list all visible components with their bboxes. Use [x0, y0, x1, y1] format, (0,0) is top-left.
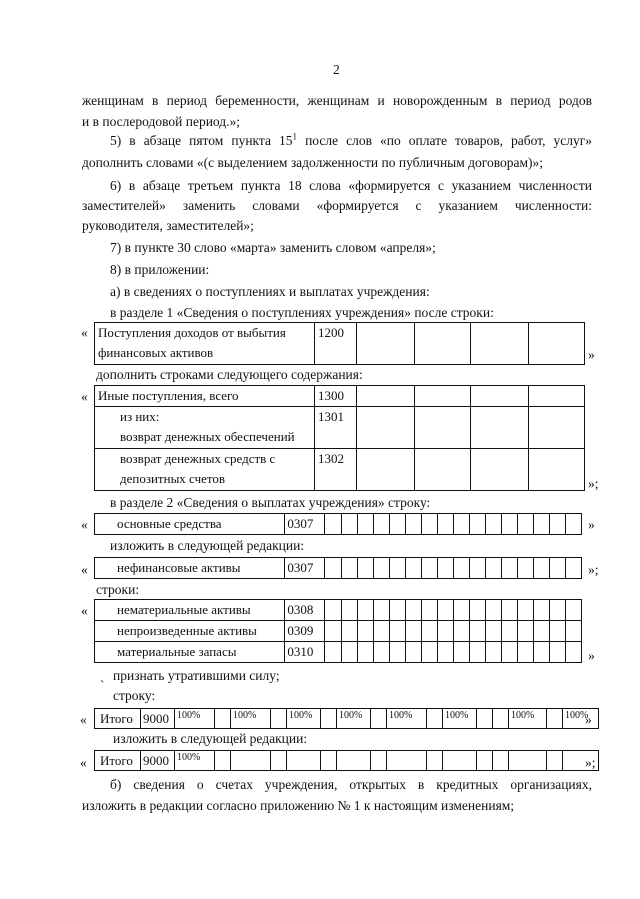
- quote-close: »;: [588, 476, 599, 491]
- table-total-old: [94, 708, 599, 729]
- table-fixed-assets: [94, 513, 582, 535]
- row-label: непроизведенные активы: [95, 621, 285, 642]
- empty-cell: [547, 709, 563, 729]
- quote-close: »: [588, 347, 595, 362]
- quote-close: »;: [588, 562, 599, 577]
- table-row: [95, 323, 585, 365]
- empty-cell: [533, 621, 549, 642]
- paragraph-6-line2: заместителей» заменить словами «формируется с указанием численности:: [82, 198, 592, 213]
- supplement-line: дополнить строками следующего содержания:: [96, 367, 363, 382]
- empty-cell: [533, 642, 549, 663]
- empty-cell: [325, 558, 341, 579]
- empty-cell: [321, 751, 337, 771]
- table-row: [95, 407, 585, 449]
- percent-cell: 100%: [443, 709, 477, 729]
- empty-cell: [533, 600, 549, 621]
- empty-cell: [501, 514, 517, 535]
- empty-cell: [485, 642, 501, 663]
- empty-cell: [341, 621, 357, 642]
- paragraph-8a-section1: в разделе 1 «Сведения о поступлениях учреждения» после строки:: [110, 305, 494, 320]
- empty-cell: [547, 751, 563, 771]
- empty-cell: [549, 514, 565, 535]
- empty-cell: [533, 558, 549, 579]
- row-code: 1302: [315, 449, 357, 491]
- paragraph-b-line2: изложить в редакции согласно приложению № 1 к настоящим изменениям;: [82, 798, 515, 813]
- empty-cell: [357, 449, 415, 491]
- empty-cell: [341, 642, 357, 663]
- empty-cell: [341, 558, 357, 579]
- empty-cell: [325, 642, 341, 663]
- row-code: 9000: [141, 709, 175, 729]
- empty-cell: [529, 323, 585, 365]
- table-row: [95, 621, 582, 642]
- quote-open: «: [81, 603, 88, 618]
- empty-cell: [415, 323, 471, 365]
- empty-cell: [501, 642, 517, 663]
- empty-cell: [485, 600, 501, 621]
- empty-cell: [325, 600, 341, 621]
- empty-cell: [405, 621, 421, 642]
- table-row: [95, 514, 582, 535]
- empty-cell: [453, 514, 469, 535]
- table-row: [95, 600, 582, 621]
- empty-cell: [341, 600, 357, 621]
- empty-cell: [437, 621, 453, 642]
- table-row: [95, 558, 582, 579]
- empty-cell: [529, 386, 585, 407]
- table-assets-rows: [94, 599, 582, 663]
- empty-cell: [469, 642, 485, 663]
- empty-cell: [321, 709, 337, 729]
- quote-close: »;: [585, 755, 596, 770]
- table-row: [95, 386, 585, 407]
- empty-cell: [421, 600, 437, 621]
- empty-cell: [471, 407, 529, 449]
- empty-cell: [493, 709, 509, 729]
- empty-cell: [389, 642, 405, 663]
- empty-cell: [373, 514, 389, 535]
- empty-cell: [517, 558, 533, 579]
- edit-line-2: изложить в следующей редакции:: [113, 731, 308, 746]
- empty-cell: [453, 600, 469, 621]
- rows-label: строки:: [96, 582, 140, 597]
- empty-cell: [271, 751, 287, 771]
- edit-line-1: изложить в следующей редакции:: [110, 538, 305, 553]
- empty-cell: [357, 621, 373, 642]
- table-income-assets: [94, 322, 585, 365]
- percent-cell: 100%: [287, 709, 321, 729]
- empty-cell: [405, 600, 421, 621]
- row-label: основные средства: [95, 514, 285, 535]
- percent-cell: 100%: [175, 709, 215, 729]
- empty-cell: [529, 407, 585, 449]
- empty-cell: [215, 709, 231, 729]
- empty-cell: [517, 514, 533, 535]
- empty-cell: [389, 600, 405, 621]
- empty-cell: [471, 323, 529, 365]
- empty-cell: [427, 751, 443, 771]
- empty-cell: [565, 514, 581, 535]
- empty-cell: [421, 642, 437, 663]
- empty-cell: [357, 386, 415, 407]
- row-label-line: строку:: [113, 688, 156, 703]
- empty-cell: [437, 642, 453, 663]
- empty-cell: [485, 621, 501, 642]
- row-label: возврат денежных средств с депозитных счетов: [95, 449, 315, 491]
- empty-cell: [405, 558, 421, 579]
- quote-open: «: [80, 755, 87, 770]
- quote-open: «: [80, 712, 87, 727]
- empty-cell: [341, 514, 357, 535]
- quote-close: »: [588, 517, 595, 532]
- empty-cell: [477, 751, 493, 771]
- empty-cell: [287, 751, 321, 771]
- empty-cell: [357, 642, 373, 663]
- percent-cell: 100%: [509, 709, 547, 729]
- empty-cell: [389, 514, 405, 535]
- row-label: из них: возврат денежных обеспечений: [95, 407, 315, 449]
- empty-cell: [389, 558, 405, 579]
- row-code: 1301: [315, 407, 357, 449]
- row-label: Итого: [95, 709, 141, 729]
- row-code: 9000: [141, 751, 175, 771]
- paragraph-5-line1: 5) в абзаце пятом пункта $15^1$ после слов «по оплате товаров, работ, услуг»: [110, 131, 592, 148]
- empty-cell: [357, 600, 373, 621]
- empty-cell: [415, 449, 471, 491]
- quote-open: «: [81, 517, 88, 532]
- empty-cell: [371, 709, 387, 729]
- row-label: нематериальные активы: [95, 600, 285, 621]
- text-line: и в послеродовой период.»;: [82, 114, 241, 129]
- paragraph-8a: а) в сведениях о поступлениях и выплатах учреждения:: [110, 284, 430, 299]
- row-code: 0309: [285, 621, 325, 642]
- row-code: 0307: [285, 514, 325, 535]
- empty-cell: [565, 642, 581, 663]
- empty-cell: [493, 751, 509, 771]
- paragraph-5-line2: дополнить словами «(с выделением задолженности по публичным договорам)»;: [82, 155, 544, 170]
- empty-cell: [565, 600, 581, 621]
- empty-cell: [405, 642, 421, 663]
- row-label: Итого: [95, 751, 141, 771]
- empty-cell: [469, 558, 485, 579]
- empty-cell: [427, 709, 443, 729]
- empty-cell: [373, 621, 389, 642]
- empty-cell: [453, 621, 469, 642]
- empty-cell: [325, 621, 341, 642]
- empty-cell: [549, 621, 565, 642]
- empty-cell: [389, 621, 405, 642]
- empty-cell: [549, 600, 565, 621]
- empty-cell: [485, 558, 501, 579]
- empty-cell: [565, 621, 581, 642]
- paragraph-7: 7) в пункте 30 слово «марта» заменить словом «апреля»;: [110, 240, 436, 255]
- table-other-income: [94, 385, 585, 491]
- empty-cell: [415, 407, 471, 449]
- quote-open: «: [81, 389, 88, 404]
- table-total-new: [94, 750, 599, 771]
- invalid-line: признать утратившими силу;: [113, 668, 280, 683]
- empty-cell: [371, 751, 387, 771]
- empty-cell: [337, 751, 371, 771]
- empty-cell: [421, 558, 437, 579]
- row-label: нефинансовые активы: [95, 558, 285, 579]
- empty-cell: [387, 751, 427, 771]
- empty-cell: [325, 514, 341, 535]
- empty-cell: [437, 558, 453, 579]
- empty-cell: [357, 407, 415, 449]
- paragraph-6-line1: 6) в абзаце третьем пункта 18 слова «формируется с указанием численности: [110, 178, 592, 193]
- percent-cell: 100%: [387, 709, 427, 729]
- empty-cell: [421, 621, 437, 642]
- page-number: 2: [333, 62, 340, 77]
- paragraph-b-line1: б) сведения о счетах учреждения, открытых в кредитных организациях,: [110, 777, 592, 792]
- quote-open: «: [81, 325, 88, 340]
- scan-mark: ˎ: [100, 668, 105, 683]
- table-row: [95, 709, 599, 729]
- empty-cell: [215, 751, 231, 771]
- empty-cell: [471, 449, 529, 491]
- percent-cell: 100%: [175, 751, 215, 771]
- row-code: 0310: [285, 642, 325, 663]
- empty-cell: [421, 514, 437, 535]
- empty-cell: [415, 386, 471, 407]
- empty-cell: [357, 514, 373, 535]
- empty-cell: [549, 558, 565, 579]
- empty-cell: [437, 514, 453, 535]
- empty-cell: [443, 751, 477, 771]
- quote-open: «: [81, 562, 88, 577]
- empty-cell: [517, 642, 533, 663]
- empty-cell: [405, 514, 421, 535]
- empty-cell: [453, 642, 469, 663]
- table-row: [95, 449, 585, 491]
- section2-line: в разделе 2 «Сведения о выплатах учреждения» строку:: [110, 495, 431, 510]
- percent-cell: 100%: [337, 709, 371, 729]
- empty-cell: [231, 751, 271, 771]
- empty-cell: [517, 600, 533, 621]
- row-code: 1300: [315, 386, 357, 407]
- empty-cell: [357, 323, 415, 365]
- quote-close: »: [585, 712, 592, 727]
- empty-cell: [549, 642, 565, 663]
- text-line: женщинам в период беременности, женщинам и новорожденным в период родов: [82, 93, 592, 108]
- empty-cell: [469, 600, 485, 621]
- empty-cell: [357, 558, 373, 579]
- empty-cell: [373, 642, 389, 663]
- table-row: [95, 642, 582, 663]
- row-code: 0308: [285, 600, 325, 621]
- empty-cell: [373, 558, 389, 579]
- empty-cell: [501, 600, 517, 621]
- empty-cell: [501, 558, 517, 579]
- empty-cell: [517, 621, 533, 642]
- row-label: материальные запасы: [95, 642, 285, 663]
- empty-cell: [529, 449, 585, 491]
- table-nonfinancial-assets: [94, 557, 582, 579]
- empty-cell: [469, 514, 485, 535]
- empty-cell: [533, 514, 549, 535]
- empty-cell: [437, 600, 453, 621]
- empty-cell: [373, 600, 389, 621]
- quote-close: »: [588, 648, 595, 663]
- empty-cell: [453, 558, 469, 579]
- empty-cell: [565, 558, 581, 579]
- empty-cell: [501, 621, 517, 642]
- percent-cell: 100%: [563, 709, 599, 729]
- paragraph-8: 8) в приложении:: [110, 262, 210, 277]
- empty-cell: [469, 621, 485, 642]
- empty-cell: [471, 386, 529, 407]
- table-row: [95, 751, 599, 771]
- row-code: 0307: [285, 558, 325, 579]
- percent-cell: 100%: [231, 709, 271, 729]
- empty-cell: [477, 709, 493, 729]
- row-code: 1200: [315, 323, 357, 365]
- row-label: Иные поступления, всего: [95, 386, 315, 407]
- empty-cell: [509, 751, 547, 771]
- empty-cell: [485, 514, 501, 535]
- row-label: Поступления доходов от выбытия финансовых активов: [95, 323, 315, 365]
- empty-cell: [271, 709, 287, 729]
- paragraph-6-line3: руководителя, заместителей»;: [82, 218, 254, 233]
